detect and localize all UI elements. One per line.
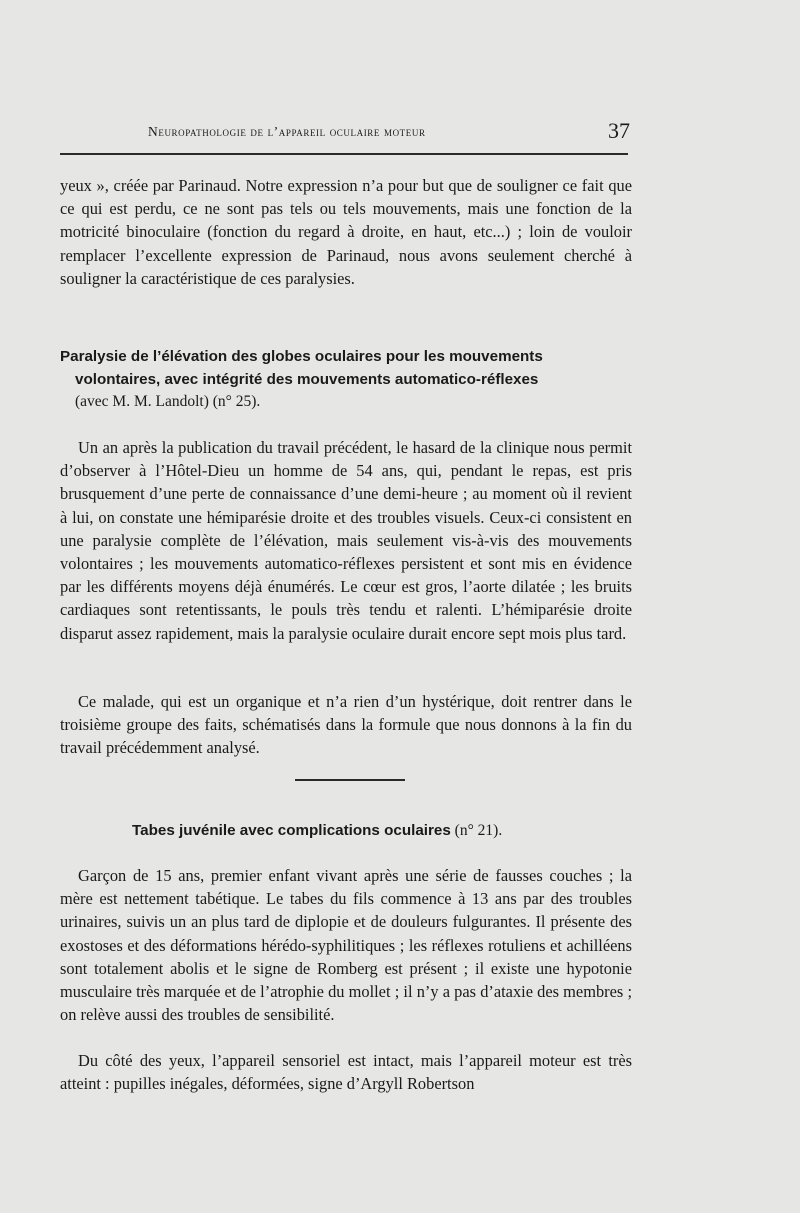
section-heading-line: volontaires, avec intégrité des mouvements automatico-réflexes: [75, 370, 539, 388]
section-heading-line: Paralysie de l’élévation des globes oculaires pour les mouvements: [60, 348, 543, 365]
section-heading-title: Tabes juvénile avec complications oculaires: [132, 822, 451, 839]
paragraph-case-classification: Ce malade, qui est un organique et n’a rien d’un hystérique, doit rentrer dans le troisième groupe des faits, schématisés dans la formule que nous donnons à la fin du travail précédemment analysé.: [60, 692, 632, 758]
header-rule: [60, 153, 628, 155]
page-number: 37: [608, 118, 630, 143]
section-heading-juvenile-tabes: [132, 820, 502, 842]
paragraph-case-description: Un an après la publication du travail précédent, le hasard de la clinique nous permit d’observer à l’Hôtel-Dieu un homme de 54 ans, qui, pendant le repas, est pris brusquement d’une perte de connaissance d’une demi-heure ; au moment où il revient à lui, on constate une hémiparésie droite et des troubles visuels. Ceux-ci consistent en une paralysie complète de l’élévation, mais seulement vis-à-vis des mouvements volontaires ; les mouvements automatico-réflexes persistent et sont mis en évidence par les différents moyens déjà énumérés. Le cœur est gros, l’aorte dilatée ; les bruits cardiaques sont retentissants, le pouls très tendu et ralenti. L’hémiparésie droite disparut assez rapidement, mais la paralysie oculaire durait encore sept mois plus tard.: [60, 438, 632, 643]
page-header: [60, 118, 630, 148]
section-heading-reference: (avec M. M. Landolt) (n° 25).: [75, 393, 261, 410]
section-separator: [295, 779, 405, 781]
paragraph-tabes-case: Garçon de 15 ans, premier enfant vivant après une série de fausses couches ; la mère est nettement tabétique. Le tabes du fils commence à 13 ans par des troubles urinaires, suivis un an plus tard de diplopie et de douleurs fulgurantes. Il présente des exostoses et des déformations hérédo-syphilitiques ; les réflexes rotuliens et achilléens sont totalement abolis et le signe de Romberg est présent ; il existe une hypotonie musculaire très marquée et de l’atrophie du mollet ; il n’y a pas d’ataxie des membres ; on relève aussi des troubles de sensibilité.: [60, 866, 632, 1025]
paragraph-eye-findings: Du côté des yeux, l’appareil sensoriel est intact, mais l’appareil moteur est très atteint : pupilles inégales, déformées, signe d’Argyll Robertson: [60, 1051, 632, 1094]
paragraph-continuation: yeux », créée par Parinaud. Notre expression n’a pour but que de souligner ce fait que ce qui est perdu, ce ne sont pas tels ou tels mouvements, mais une fonction de la motricité binoculaire (fonction du regard à droite, en haut, etc...) ; loin de vouloir remplacer l’excellente expression de Parinaud, nous avons seulement cherché à souligner la caractéristique de ces paralysies.: [60, 176, 632, 288]
running-title: Neuropathologie de l’appareil oculaire moteur: [148, 124, 426, 139]
section-heading-elevation-paralysis: [60, 346, 632, 414]
section-heading-reference: (n° 21).: [454, 822, 503, 839]
